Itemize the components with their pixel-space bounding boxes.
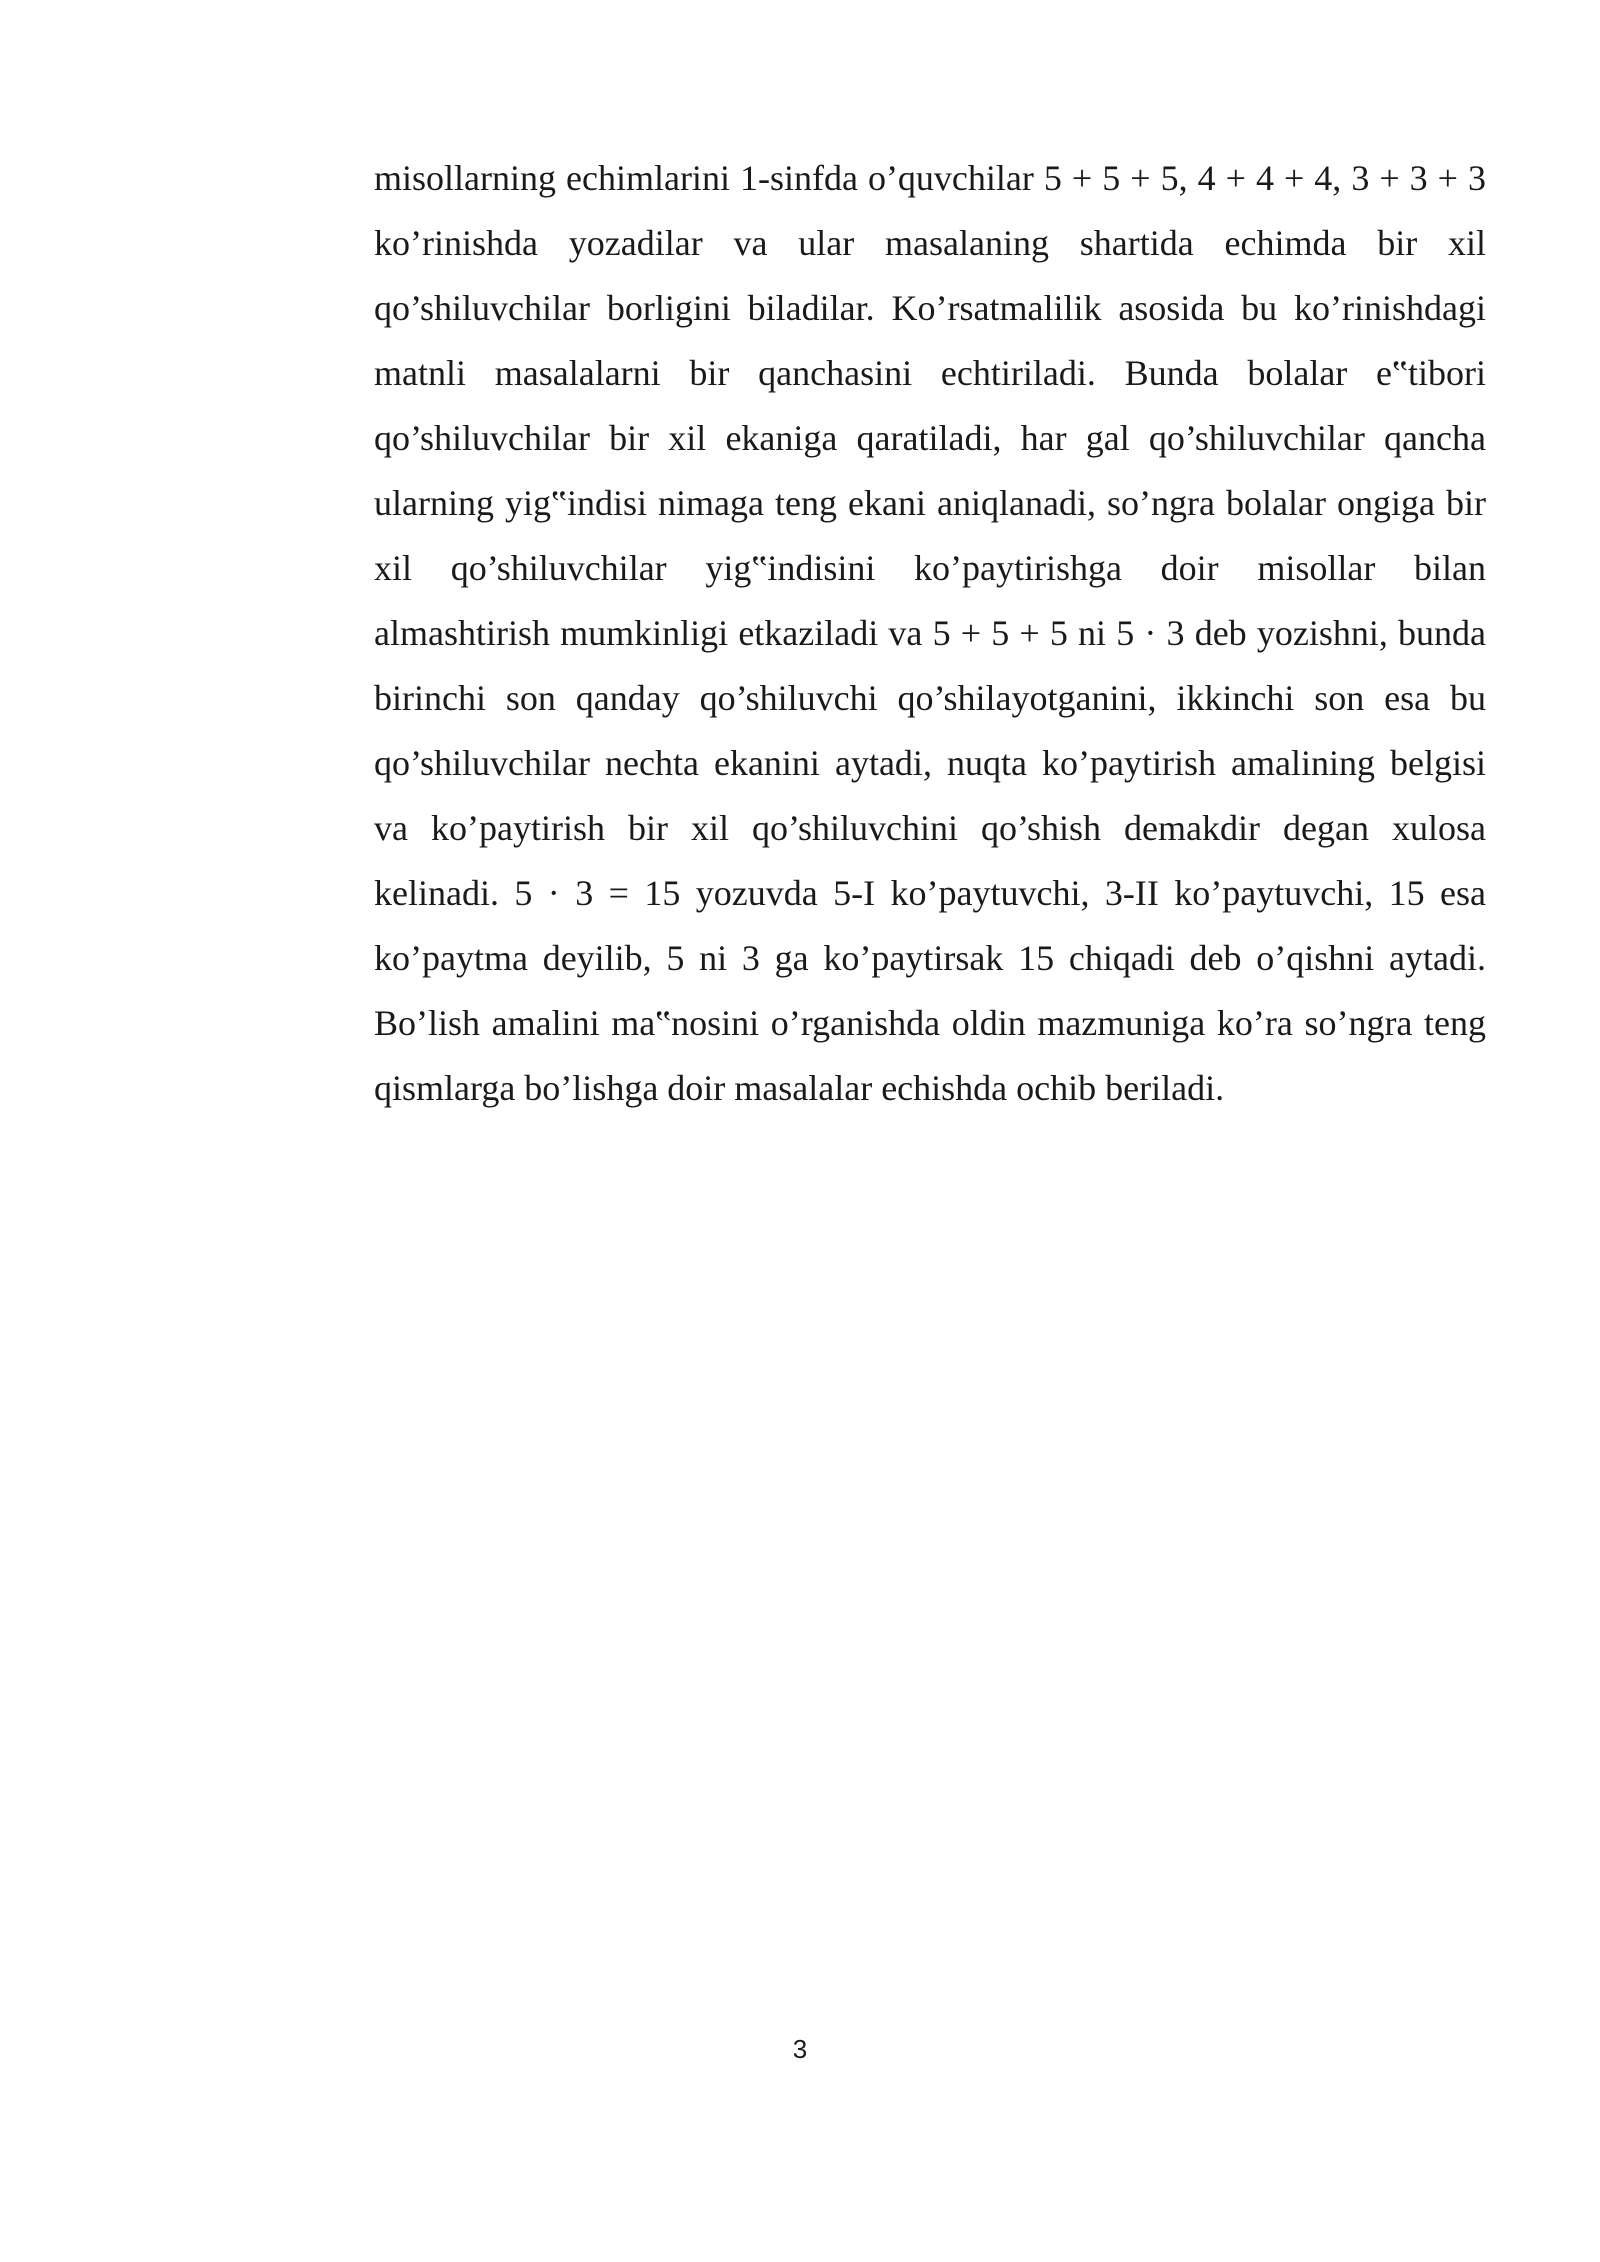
body-paragraph: misollarning echimlarini 1-sinfda o’quvchilar 5 + 5 + 5, 4 + 4 + 4, 3 + 3 + 3 ko’rinishda yozadilar va ular masalaning shartida echimda bir xil qo’shiluvchilar borligini biladilar. Ko’rsatmalilik asosida bu ko’rinishdagi matnli masalalarni bir qanchasini echtiriladi. Bunda bolalar e‟tibori qo’shiluvchilar bir xil ekaniga qaratiladi, har gal qo’shiluvchilar qancha ularning yig‟indisi nimaga teng ekani aniqlanadi, so’ngra bolalar ongiga bir xil qo’shiluvchilar yig‟indisini ko’paytirishga doir misollar bilan almashtirish mumkinligi etkaziladi va 5 + 5 + 5 ni 5 · 3 deb yozishni, bunda birinchi son qanday qo’shiluvchi qo’shilayotganini, ikkinchi son esa bu qo’shiluvchilar nechta ekanini aytadi, nuqta ko’paytirish amalining belgisi va ko’paytirish bir xil qo’shiluvchini qo’shish demakdir degan xulosa kelinadi. 5 · 3 = 15 yozuvda 5-I ko’paytuvchi, 3-II ko’paytuvchi, 15 esa ko’paytma deyilib, 5 ni 3 ga ko’paytirsak 15 chiqadi deb o’qishni aytadi. Bo’lish amalini ma‟nosini o’rganishda oldin mazmuniga ko’ra so’ngra teng qismlarga bo’lishga doir masalalar echishda ochib beriladi.: [374, 158, 1486, 1108]
page-number: 3: [792, 2034, 808, 2064]
